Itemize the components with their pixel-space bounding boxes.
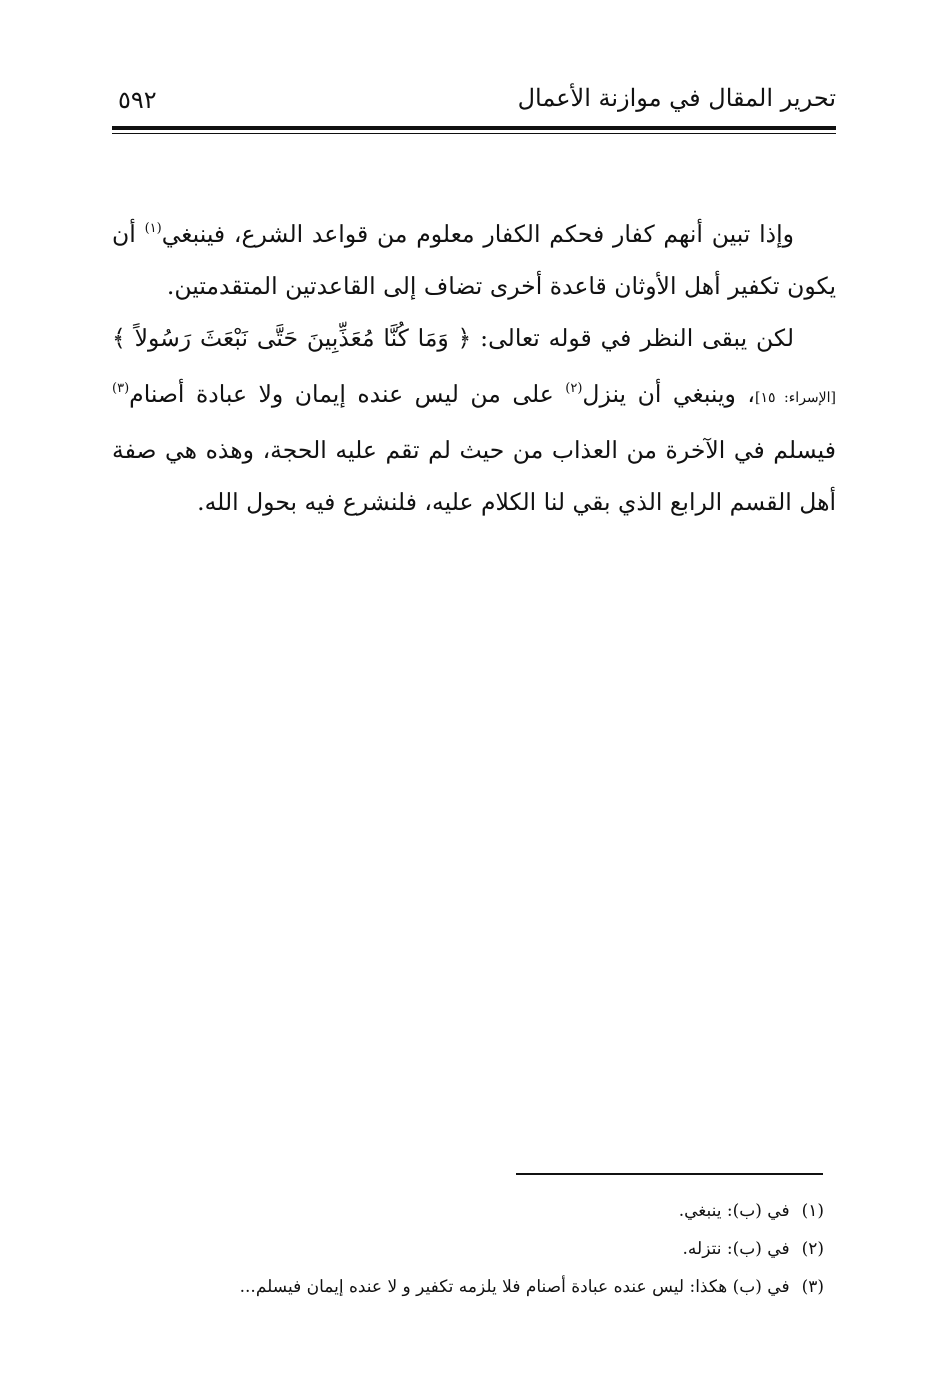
paragraph-2-part-c: على من ليس عنده إيمان ولا عبادة أصنام xyxy=(129,380,566,408)
paragraph-2-part-b: ، وينبغي أن ينزل xyxy=(582,380,755,408)
footnote-separator xyxy=(516,1173,823,1175)
paragraph-2 xyxy=(112,312,836,528)
header-rule-thin xyxy=(112,133,836,134)
paragraph-2-part-d: فيسلم في الآخرة من العذاب من حيث لم تقم عليه الحجة، وهذه هي صفة أهل القسم الرابع الذي بقي لنا الكلام عليه، فلنشرع فيه بحول الله. xyxy=(112,436,836,516)
footnotes xyxy=(112,1192,824,1306)
quran-verse: ﴿ وَمَا كُنَّا مُعَذِّبِينَ حَتَّى نَبْعَثَ رَسُولاً ﴾ xyxy=(112,324,472,352)
page-header xyxy=(112,84,836,124)
footnote-ref-3: (٣) xyxy=(112,381,130,396)
header-rule xyxy=(112,126,836,136)
verse-reference: [الإسراء: ١٥] xyxy=(755,390,836,406)
footnote-text: في (ب): ينبغي. xyxy=(678,1201,790,1221)
footnote-item xyxy=(112,1230,824,1268)
footnote-text: في (ب) هكذا: ليس عنده عبادة أصنام فلا يلزمه تكفير و لا عنده إيمان فيسلم... xyxy=(239,1277,790,1297)
footnote-item xyxy=(112,1268,824,1306)
footnote-item xyxy=(112,1192,824,1230)
running-title: تحرير المقال في موازنة الأعمال xyxy=(517,84,836,112)
main-text xyxy=(112,208,836,528)
header-rule-thick xyxy=(112,126,836,130)
footnote-ref-2: (٢) xyxy=(565,381,583,396)
paragraph-1-part-a: وإذا تبين أنهم كفار فحكم الكفار معلوم من قواعد الشرع، فينبغي xyxy=(161,220,794,248)
paragraph-1 xyxy=(112,208,836,312)
footnote-number: (١) xyxy=(801,1201,824,1221)
footnote-ref-1: (١) xyxy=(144,221,162,236)
footnote-number: (٣) xyxy=(801,1277,824,1297)
paragraph-1-part-b: أن يكون تكفير أهل الأوثان قاعدة أخرى تضاف إلى القاعدتين المتقدمتين. xyxy=(112,220,836,300)
page-number: ٥٩٢ xyxy=(118,86,157,114)
footnote-text: في (ب): نتزله. xyxy=(682,1239,790,1259)
footnote-number: (٢) xyxy=(801,1239,824,1259)
paragraph-2-part-a: لكن يبقى النظر في قوله تعالى: xyxy=(471,324,794,352)
